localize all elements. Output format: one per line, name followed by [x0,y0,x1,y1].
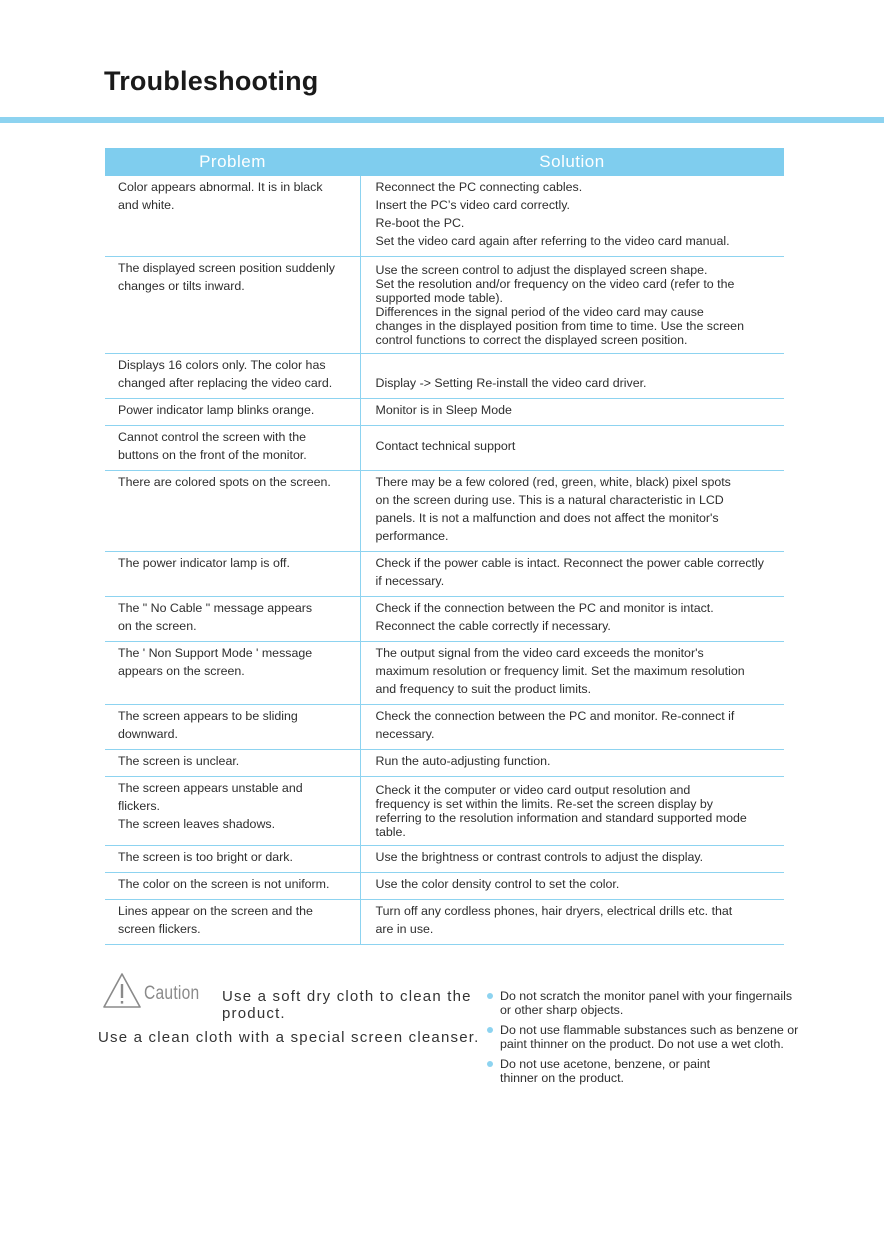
caution-bullet-line: thinner on the product. [500,1071,624,1085]
caution-bullet-line: Do not use acetone, benzene, or paint [500,1057,711,1071]
problem-line: The screen appears to be sliding [118,709,298,723]
solution-line: Check it the computer or video card output resolution and [375,783,691,797]
problem-line: The ' Non Support Mode ' message [118,646,313,660]
solution-cell [360,471,784,552]
problem-line: The screen is too bright or dark. [118,850,293,864]
problem-cell [105,642,360,705]
solution-line: are in use. [375,922,434,936]
solution-cell [360,176,784,257]
solution-line: frequency is set within the limits. Re-set the screen display by [375,797,713,811]
caution-bullet-line: Do not use flammable substances such as benzene or [500,1023,799,1037]
table-row [105,597,784,642]
problem-line: Power indicator lamp blinks orange. [118,403,315,417]
solution-line: Check the connection between the PC and monitor. Re-connect if [375,709,735,723]
table-row [105,471,784,552]
problem-line: Displays 16 colors only. The color has [118,358,326,372]
problem-cell [105,846,360,873]
solution-cell [360,597,784,642]
table-row [105,777,784,846]
table-row [105,176,784,257]
problem-line: and white. [118,198,175,212]
solution-line: table. [375,825,406,839]
problem-cell [105,900,360,945]
problem-line: on the screen. [118,619,197,633]
solution-line: Display -> Setting Re-install the video card driver. [375,376,647,390]
problem-line: There are colored spots on the screen. [118,475,331,489]
table-row [105,257,784,354]
problem-line: buttons on the front of the monitor. [118,448,307,462]
caution-bullet-line: paint thinner on the product. Do not use a wet cloth. [500,1037,784,1051]
solution-line: supported mode table). [375,291,503,305]
troubleshooting-table [105,148,784,945]
solution-line: referring to the resolution information and standard supported mode [375,811,747,825]
bullet-dot-icon [487,993,493,999]
solution-line: on the screen during use. This is a natural characteristic in LCD [375,493,724,507]
table-row [105,750,784,777]
problem-cell [105,399,360,426]
problem-line: The color on the screen is not uniform. [118,877,330,891]
solution-line: Insert the PC’s video card correctly. [375,198,570,212]
solution-line: changes in the displayed position from time to time. Use the screen [375,319,744,333]
solution-line: Use the color density control to set the color. [375,877,620,891]
solution-cell [360,750,784,777]
problem-line: screen flickers. [118,922,201,936]
solution-cell [360,399,784,426]
problem-cell [105,705,360,750]
problem-cell [105,426,360,471]
solution-line: Use the screen control to adjust the displayed screen shape. [375,263,708,277]
problem-cell [105,176,360,257]
table-body [105,176,784,945]
table-row [105,354,784,399]
header-solution: Solution [360,148,784,176]
problem-cell [105,777,360,846]
solution-cell [360,257,784,354]
table-row [105,705,784,750]
solution-line: There may be a few colored (red, green, white, black) pixel spots [375,475,731,489]
table-row [105,399,784,426]
problem-line: appears on the screen. [118,664,245,678]
problem-line: changed after replacing the video card. [118,376,333,390]
problem-line: The power indicator lamp is off. [118,556,290,570]
caution-bullet-item [487,1057,817,1085]
table-row [105,426,784,471]
caution-bullet-line: or other sharp objects. [500,1003,624,1017]
table-header-row [105,148,784,176]
problem-line: changes or tilts inward. [118,279,245,293]
solution-line: Differences in the signal period of the video card may cause [375,305,704,319]
table-row [105,900,784,945]
solution-line: Check if the power cable is intact. Reconnect the power cable correctly [375,556,764,570]
solution-line: Re-boot the PC. [375,216,465,230]
solution-line: and frequency to suit the product limits. [375,682,592,696]
problem-cell [105,873,360,900]
solution-line: maximum resolution or frequency limit. Set the maximum resolution [375,664,745,678]
solution-line: Reconnect the cable correctly if necessary. [375,619,611,633]
problem-line: downward. [118,727,178,741]
problem-cell [105,471,360,552]
caution-bullet-line: Do not scratch the monitor panel with your fingernails [500,989,793,1003]
solution-cell [360,642,784,705]
problem-cell [105,257,360,354]
solution-line: Set the video card again after referring to the video card manual. [375,234,730,248]
table-row [105,846,784,873]
solution-line: panels. It is not a malfunction and does not affect the monitor's [375,511,719,525]
problem-line: Color appears abnormal. It is in black [118,180,323,194]
problem-cell [105,750,360,777]
caution-label: Caution [144,983,200,1004]
solution-cell [360,552,784,597]
table-row [105,873,784,900]
page-title: Troubleshooting [104,66,319,96]
solution-cell [360,846,784,873]
problem-line: The screen appears unstable and [118,781,303,795]
problem-cell [105,597,360,642]
solution-line: Run the auto-adjusting function. [375,754,551,768]
problem-line: Cannot control the screen with the [118,430,307,444]
solution-line: Contact technical support [375,439,516,453]
solution-cell [360,426,784,471]
problem-line: The screen is unclear. [118,754,240,768]
problem-line: Lines appear on the screen and the [118,904,313,918]
caution-bullet-item [487,989,817,1017]
solution-line: The output signal from the video card exceeds the monitor's [375,646,704,660]
caution-text-primary: Use a soft dry cloth to clean the product. [222,988,472,1022]
solution-line: Check if the connection between the PC and monitor is intact. [375,601,714,615]
table-row [105,642,784,705]
problem-cell [105,354,360,399]
problem-line: flickers. [118,799,160,813]
solution-line: Monitor is in Sleep Mode [375,403,512,417]
solution-line: performance. [375,529,449,543]
solution-cell [360,777,784,846]
solution-cell [360,900,784,945]
problem-cell [105,552,360,597]
caution-section [98,972,478,1052]
problem-line: The displayed screen position suddenly [118,261,335,275]
caution-bullet-item [487,1023,817,1051]
solution-line: Use the brightness or contrast controls to adjust the display. [375,850,704,864]
bullet-dot-icon [487,1027,493,1033]
bullet-dot-icon [487,1061,493,1067]
problem-line: The " No Cable " message appears [118,601,313,615]
caution-text-secondary: Use a clean cloth with a special screen cleanser. [98,1029,480,1046]
solution-cell [360,705,784,750]
warning-triangle-icon [102,972,142,1010]
table-row [105,552,784,597]
solution-line: Set the resolution and/or frequency on the video card (refer to the [375,277,735,291]
problem-line: The screen leaves shadows. [118,817,276,831]
solution-line: control functions to correct the displayed screen position. [375,333,688,347]
solution-line: necessary. [375,727,435,741]
header-problem: Problem [105,148,360,176]
solution-cell [360,354,784,399]
solution-cell [360,873,784,900]
title-divider [0,117,884,123]
solution-line: Reconnect the PC connecting cables. [375,180,583,194]
solution-line: Turn off any cordless phones, hair dryers, electrical drills etc. that [375,904,733,918]
caution-bullet-list [487,989,817,1091]
solution-line: if necessary. [375,574,445,588]
